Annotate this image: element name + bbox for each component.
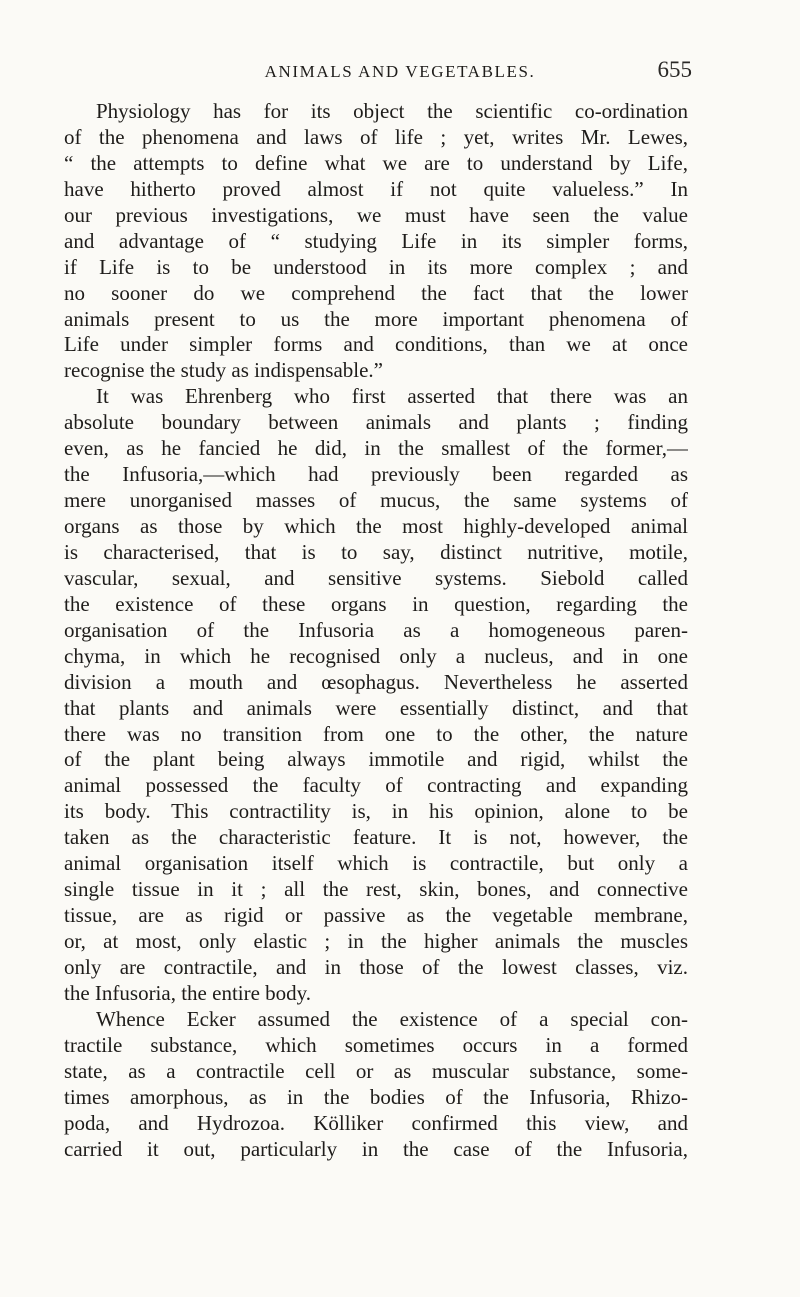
text-line: of the plant being always immotile and rigid, whilst the [64, 747, 688, 772]
text-line: its body. This contractility is, in his opinion, alone to be [64, 799, 688, 824]
text-line: of the phenomena and laws of life ; yet, writes Mr. Lewes, [64, 124, 688, 149]
text-line: state, as a contractile cell or as muscular substance, some- [64, 1058, 688, 1083]
text-line: have hitherto proved almost if not quite valueless.” In [64, 176, 688, 201]
text-line: and advantage of “ studying Life in its simpler forms, [64, 228, 688, 253]
text-line: vascular, sexual, and sensitive systems. Siebold called [64, 565, 688, 590]
text-line: division a mouth and œsophagus. Nevertheless he asserted [64, 669, 688, 694]
text-line: tissue, are as rigid or passive as the vegetable membrane, [64, 903, 688, 928]
text-line: animal possessed the faculty of contracting and expanding [64, 773, 688, 798]
text-line: single tissue in it ; all the rest, skin, bones, and connective [64, 877, 688, 902]
text-line: if Life is to be understood in its more complex ; and [64, 254, 688, 279]
text-line: organisation of the Infusoria as a homogeneous paren- [64, 617, 688, 642]
text-line: Whence Ecker assumed the existence of a special con- [96, 1006, 688, 1031]
text-line: animals present to us the more important phenomena of [64, 306, 688, 331]
text-line: tractile substance, which sometimes occurs in a formed [64, 1032, 688, 1057]
text-line: organs as those by which the most highly-developed animal [64, 514, 688, 538]
text-line: Life under simpler forms and conditions, than we at once [64, 332, 688, 357]
text-line: animal organisation itself which is contractile, but only a [64, 851, 688, 876]
text-line: only are contractile, and in those of the lowest classes, viz. [64, 954, 688, 979]
text-line: even, as he fancied he did, in the smallest of the former,— [64, 436, 688, 461]
text-line: the Infusoria, the entire body. [64, 980, 312, 1005]
text-line: that plants and animals were essentially distinct, and that [64, 695, 688, 720]
text-line: is characterised, that is to say, distinct nutritive, motile, [64, 539, 688, 564]
text-line: “ the attempts to define what we are to understand by Life, [64, 150, 688, 175]
text-line: there was no transition from one to the other, the nature [64, 721, 688, 746]
text-line: the Infusoria,—which had previously been regarded as [64, 462, 688, 487]
text-line: chyma, in which he recognised only a nucleus, and in one [64, 643, 688, 668]
body-text [64, 99, 688, 1162]
text-line: poda, and Hydrozoa. Kölliker confirmed this view, and [64, 1110, 688, 1135]
text-line: times amorphous, as in the bodies of the Infusoria, Rhizo- [64, 1084, 688, 1109]
text-line: absolute boundary between animals and plants ; finding [64, 410, 688, 435]
text-line: no sooner do we comprehend the fact that the lower [64, 280, 688, 305]
text-line: It was Ehrenberg who first asserted that there was an [96, 384, 688, 409]
running-title: ANIMALS AND VEGETABLES. [264, 62, 536, 81]
running-head [64, 57, 692, 86]
text-line: our previous investigations, we must have seen the value [64, 202, 688, 227]
text-line: recognise the study as indispensable.” [64, 358, 383, 383]
text-line: carried it out, particularly in the case of the Infusoria, [64, 1136, 688, 1161]
text-line: the existence of these organs in question, regarding the [64, 591, 688, 616]
text-line: mere unorganised masses of mucus, the same systems of [64, 488, 688, 513]
page-number: 655 [657, 57, 692, 82]
text-line: taken as the characteristic feature. It is not, however, the [64, 825, 688, 850]
text-line: or, at most, only elastic ; in the higher animals the muscles [64, 929, 688, 953]
text-line: Physiology has for its object the scientific co-ordination [96, 99, 688, 123]
